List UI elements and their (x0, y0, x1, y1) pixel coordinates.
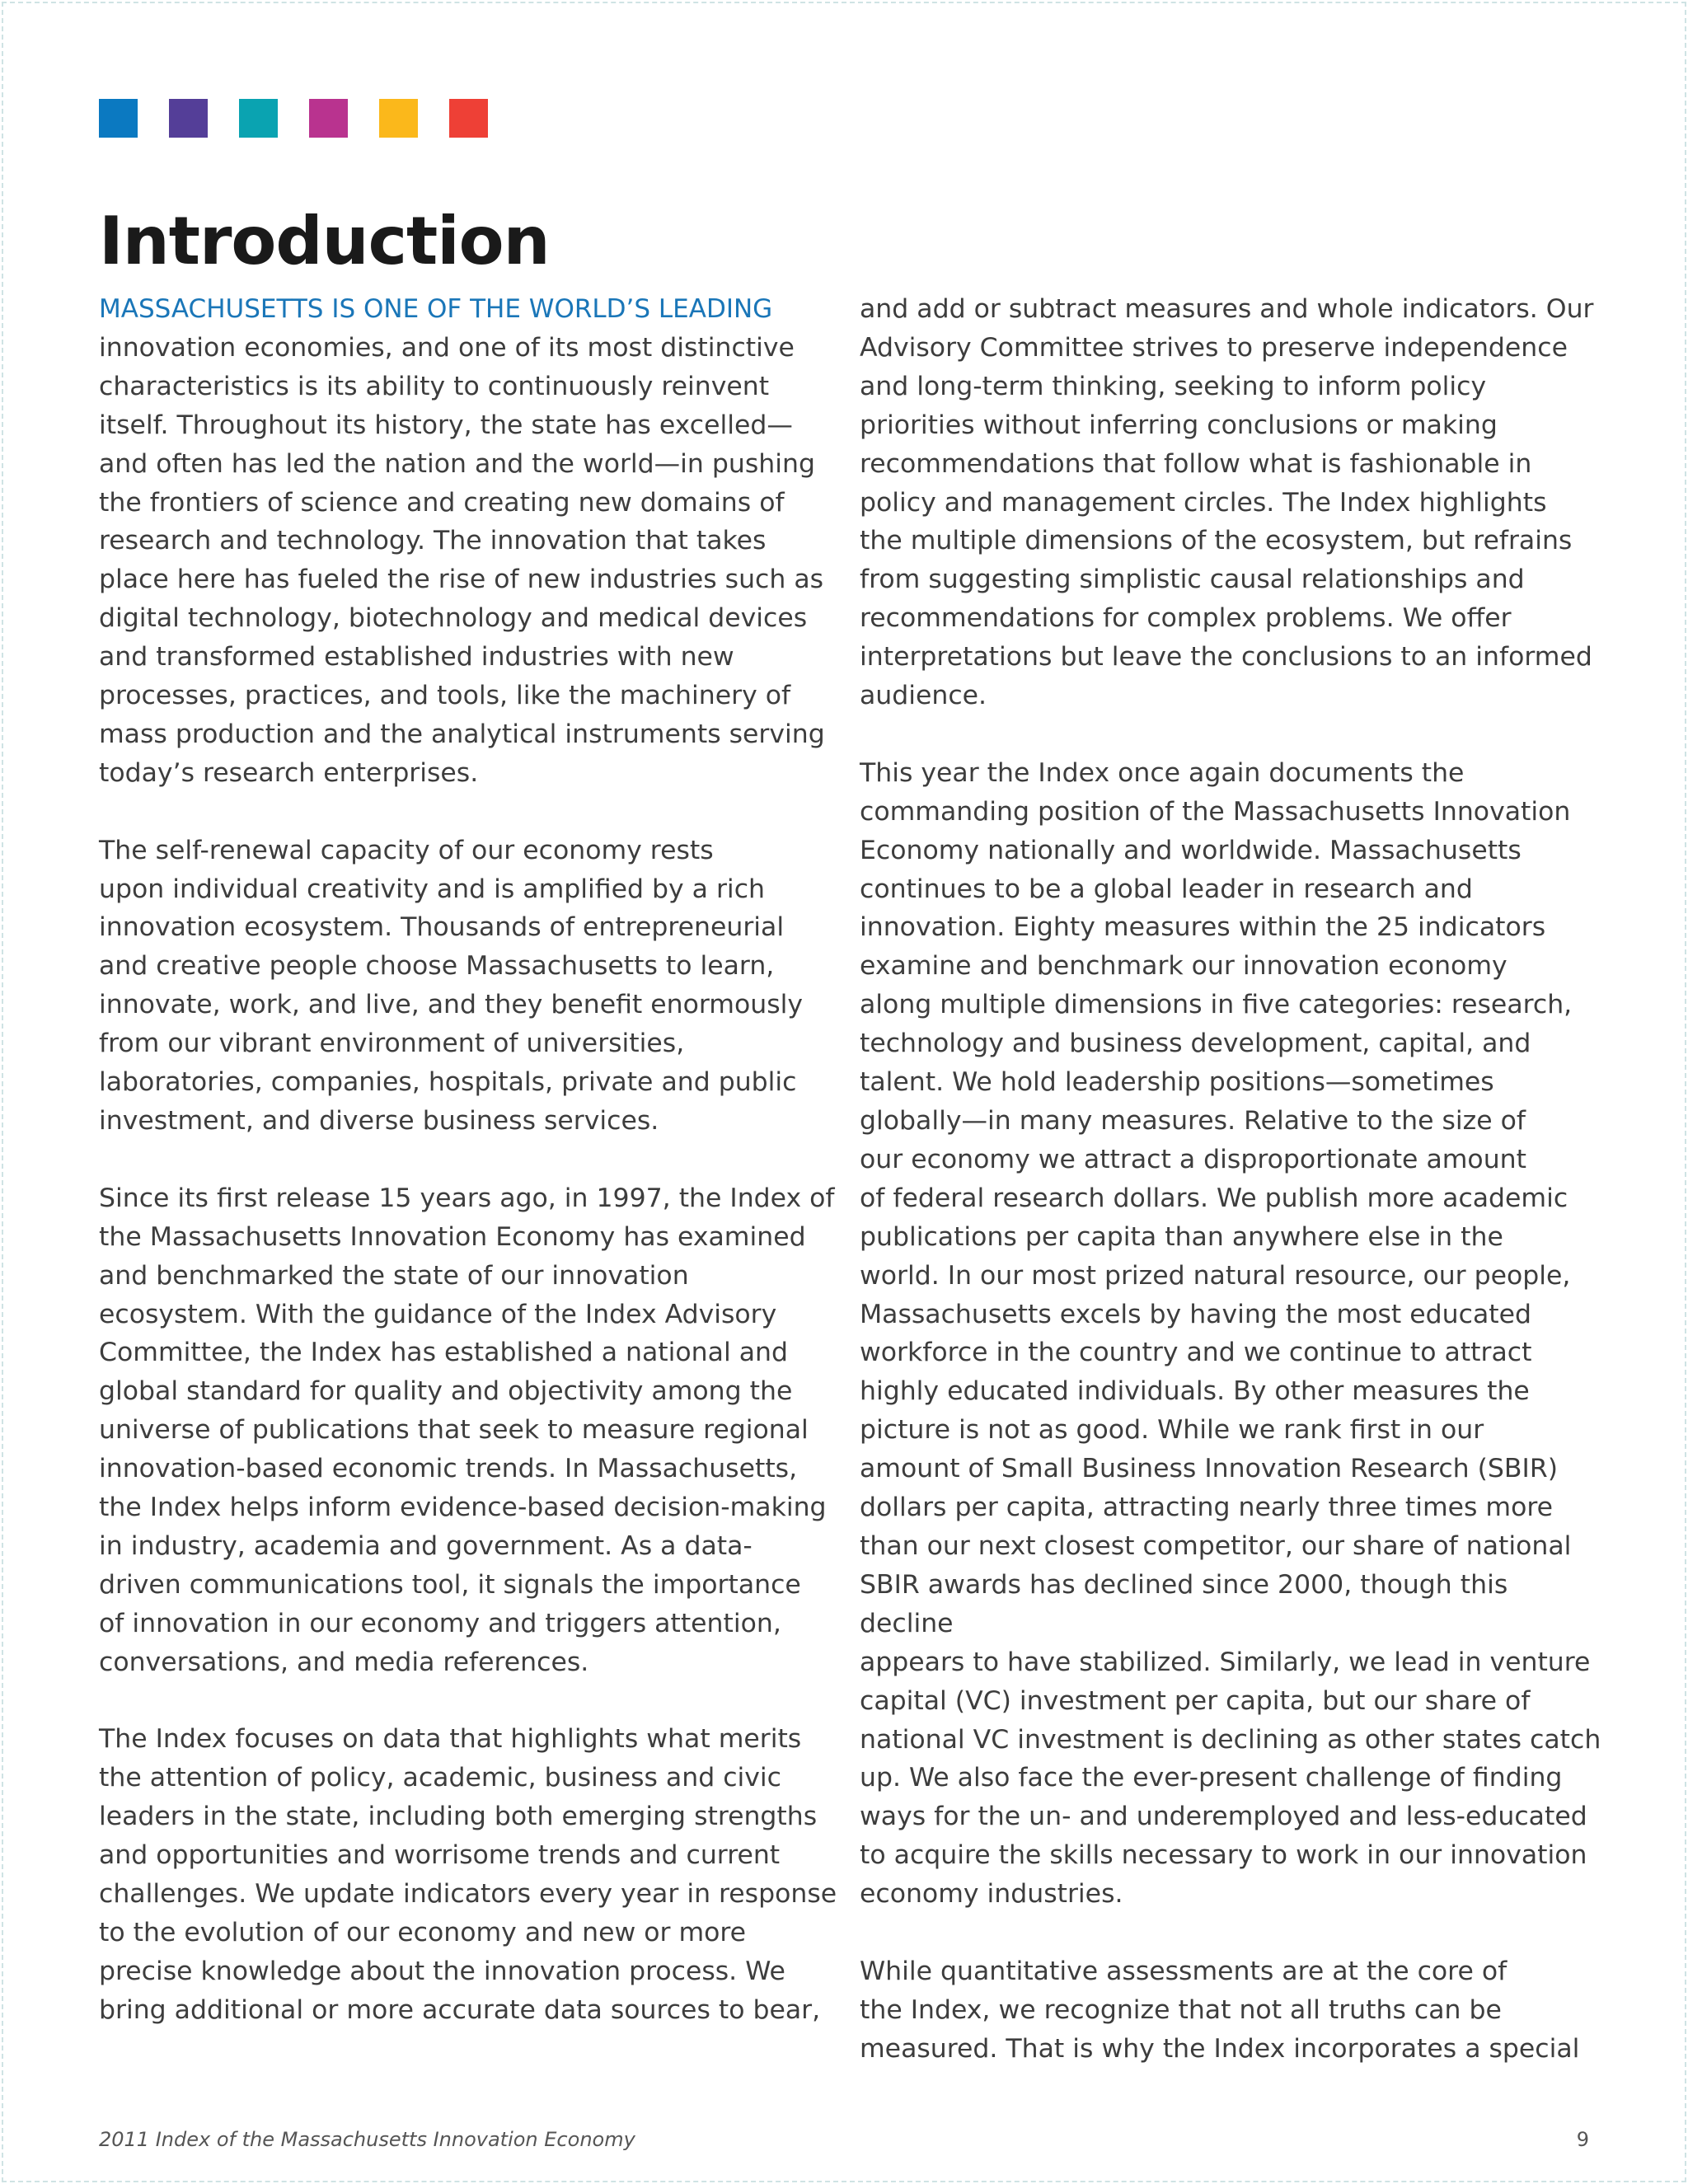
color-swatch-magenta (309, 99, 348, 138)
page-title: Introduction (99, 203, 550, 279)
paragraph-1-body: innovation economies, and one of its most distinctive characteristics is its ability to continuously reinvent itself. Throughout its history, the state has excelled— and often has led the nation and the world—in pushing the frontiers of science and creating new domains of research and technology. The innovation that takes place here has fueled the rise of new industries such as digital technology, biotechnology and medical devices and transformed established industries with new processes, practices, and tools, like the machinery of mass production and the analytical instruments serving today’s research enterprises. (99, 332, 825, 788)
paragraph-3: Since its first release 15 years ago, in 1997, the Index of the Massachusetts Innovation Economy has examined and benchmarked the state of our innovation ecosystem. With the guidance of the Index Advisory Committee, the Index has established a national and global standard for quality and objectivity among the universe of publications that seek to measure regional innovation-based economic trends. In Massachusetts, the Index helps inform evidence-based decision-making in industry, academia and government. As a data- driven communications tool, it signals the importance of innovation in our economy and triggers attention, conversations, and media references. (99, 1183, 835, 1677)
right-column (860, 290, 1601, 2069)
paragraph-6: This year the Index once again documents the commanding position of the Massachusetts Innovation Economy nationally and worldwide. Massachusetts continues to be a global leader in research and innovation. Eighty measures within the 25 indicators examine and benchmark our innovation economy along multiple dimensions in five categories: research, technology and business development, capital, and talent. We hold leadership positions—sometimes globally—in many measures. Relative to the size of our economy we attract a disproportionate amount of federal research dollars. We publish more academic publications per capita than anywhere else in the world. In our most prized natural resource, our people, Massachusetts excels by having the most educated workforce in the country and we continue to attract highly educated individuals. By other measures the picture is not as good. While we rank first in our amount of Small Business Innovation Research (SBIR) dollars per capita, attracting nearly three times more than our next closest competitor, our share of national SBIR awards has declined since 2000, though this decline appears to have stabilized. Similarly, we lead in venture capital (VC) investment per capita, but our share of national VC investment is declining as other states catch up. We also face the ever-present challenge of finding ways for the un- and underemployed and less-educated to acquire the skills necessary to work in our innovation economy industries. (860, 757, 1601, 1910)
paragraph-1 (99, 290, 841, 793)
page-number: 9 (1576, 2128, 1589, 2151)
footer-publication-title: 2011 Index of the Massachusetts Innovation Economy (99, 2128, 635, 2151)
paragraph-5: and add or subtract measures and whole indicators. Our Advisory Committee strives to preserve independence and long-term thinking, seeking to inform policy priorities without inferring conclusions or making recommendations that follow what is fashionable in policy and management circles. The Index highlights the multiple dimensions of the ecosystem, but refrains from suggesting simplistic causal relationships and recommendations for complex problems. We offer interpretations but leave the conclusions to an informed audience. (860, 294, 1594, 711)
color-swatch-yellow (379, 99, 418, 138)
left-column (99, 290, 841, 2030)
paragraph-7: While quantitative assessments are at the core of the Index, we recognize that not all truths can be measured. That is why the Index incorporates a special (860, 1956, 1580, 2064)
paragraph-2: The self-renewal capacity of our economy rests upon individual creativity and is amplified by a rich innovation ecosystem. Thousands of entrepreneurial and creative people choose Massachusetts to learn, innovate, work, and live, and they benefit enormously from our vibrant environment of universities, laboratories, companies, hospitals, private and public investment, and diverse business services. (99, 835, 804, 1137)
color-swatch-red (449, 99, 488, 138)
color-swatch-teal (239, 99, 278, 138)
color-swatch-purple (169, 99, 208, 138)
color-swatch-row (99, 99, 488, 138)
lead-in-caps: MASSACHUSETTS IS ONE OF THE WORLD’S LEADING (99, 294, 773, 324)
paragraph-4: The Index focuses on data that highlights what merits the attention of policy, academic, business and civic leaders in the state, including both emerging strengths and opportunities and worrisome trends and current challenges. We update indicators every year in response to the evolution of our economy and new or more precise knowledge about the innovation process. We bring additional or more accurate data sources to bear, (99, 1724, 837, 2025)
color-swatch-blue (99, 99, 138, 138)
